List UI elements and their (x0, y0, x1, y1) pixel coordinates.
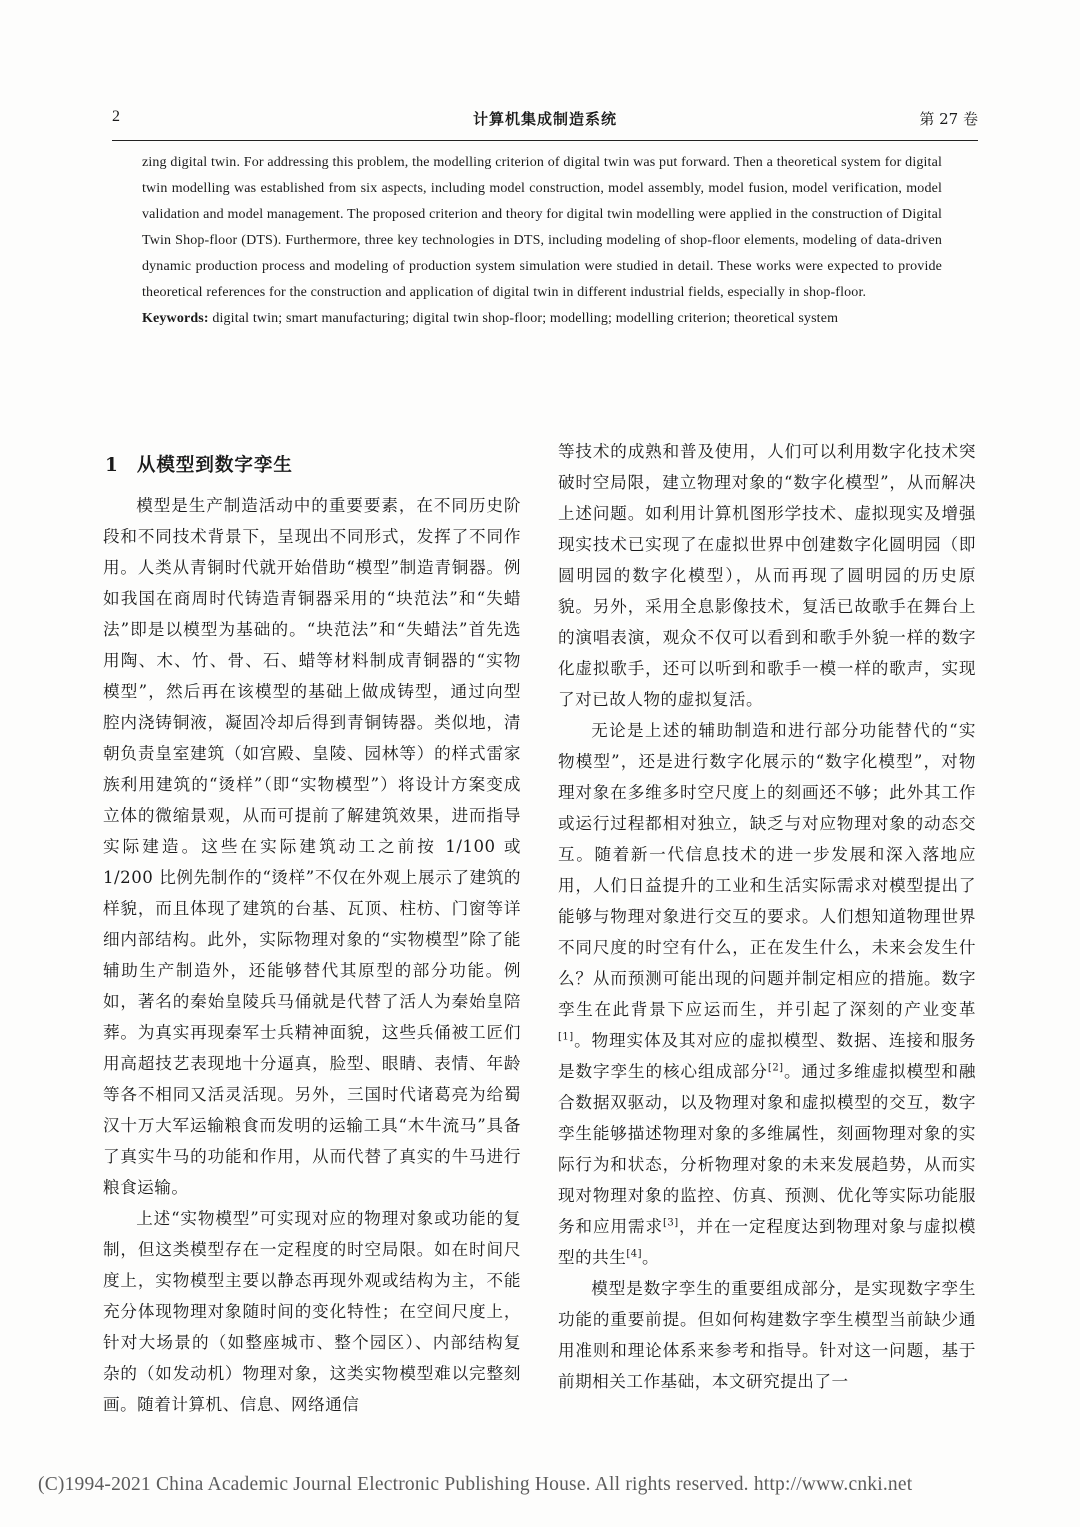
paragraph: 上述“实物模型”可实现对应的物理对象或功能的复制，但这类模型存在一定程度的时空局限。如在时间尺度上，实物模型主要以静态再现外观或结构为主，不能充分体现物理对象随时间的变化特性；在空间尺度上，针对大场景的（如整座城市、整个园区）、内部结构复杂的（如发动机）物理对象，这类实物模型难以完整刻画。随着计算机、信息、网络通信 (103, 1209, 521, 1414)
section-number: 1 (105, 455, 119, 476)
running-header (112, 100, 978, 141)
citation-ref[interactable]: [3] (662, 1217, 679, 1229)
paragraph-text: 。通过多维虚拟模型和融合数据双驱动，以及物理对象和虚拟模型的交互，数字孪生能够描述物理对象的多维属性，刻画物理对象的实际行为和状态，分析物理对象的未来发展趋势，从而实现对物理对象的监控、仿真、预测、优化等实际功能服务和应用需求 (558, 1062, 977, 1236)
abstract-text: zing digital twin. For addressing this problem, the modelling criterion of digital twin was put forward. Then a theoretical system for digital twin modelling was established from six aspects, including model construction, model assembly, model fusion, model verification, model validation and model management. The proposed criterion and theory for digital twin modelling were applied in the construction of Digital Twin Shop-floor (DTS). Furthermore, three key technologies in DTS, including modeling of shop-floor elements, modeling of data-driven dynamic production process and modeling of production system simulation were studied in detail. These works were expected to provide theoretical references for the construction and application of digital twin in different industrial fields, especially in shop-floor. (142, 155, 942, 300)
paragraph: 等技术的成熟和普及使用，人们可以利用数字化技术突破时空局限，建立物理对象的“数字化模型”，从而解决上述问题。如利用计算机图形学技术、虚拟现实及增强现实技术已实现了在虚拟世界中创建数字化圆明园（即圆明园的数字化模型），从而再现了圆明园的历史原貌。另外，采用全息影像技术，复活已故歌手在舞台上的演唱表演，观众不仅可以看到和歌手外貌一样的数字化虚拟歌手，还可以听到和歌手一模一样的歌声，实现了对已故人物的虚拟复活。 (558, 442, 976, 709)
paragraph-text: 。 (642, 1248, 660, 1267)
paragraph-text: ，并在一定程度达到物理对象与虚拟模型的共生 (558, 1217, 977, 1267)
paragraph (558, 715, 976, 1273)
paragraph: 模型是数字孪生的重要组成部分，是实现数字孪生功能的重要前提。但如何构建数字孪生模型当前缺少通用准则和理论体系来参考和指导。针对这一问题，基于前期相关工作基础，本文研究提出了一 (558, 1279, 976, 1391)
volume-label: 第 27 卷 (919, 110, 978, 128)
english-abstract (142, 150, 942, 332)
page-number: 2 (112, 108, 120, 125)
paragraph: 模型是生产制造活动中的重要要素，在不同历史阶段和不同技术背景下，呈现出不同形式，发挥了不同作用。人类从青铜时代就开始借助“模型”制造青铜器。例如我国在商周时代铸造青铜器采用的“块范法”和“失蜡法”即是以模型为基础的。“块范法”和“失蜡法”首先选用陶、木、竹、骨、石、蜡等材料制成青铜器的“实物模型”，然后再在该模型的基础上做成铸型，通过向型腔内浇铸铜液，凝固冷却后得到青铜铸器。类似地，清朝负责皇室建筑（如宫殿、皇陵、园林等）的样式雷家族利用建筑的“烫样”（即“实物模型”）将设计方案变成立体的微缩景观，从而可提前了解建筑效果，进而指导实际建造。这些在实际建筑动工之前按 1/100 或 1/200 比例先制作的“烫样”不仅在外观上展示了建筑的样貌，而且体现了建筑的台基、瓦顶、柱枋、门窗等详细内部结构。此外，实际物理对象的“实物模型”除了能辅助生产制造外，还能够替代其原型的部分功能。例如，著名的秦始皇陵兵马俑就是代替了活人为秦始皇陪葬。为真实再现秦军士兵精神面貌，这些兵俑被工匠们用高超技艺表现地十分逼真，脸型、眼睛、表情、年龄等各不相同又活灵活现。另外，三国时代诸葛亮为给蜀汉十万大军运输粮食而发明的运输工具“木牛流马”具备了真实牛马的功能和作用，从而代替了真实的牛马进行粮食运输。 (103, 496, 521, 1197)
paragraph-text: 。物理实体及其对应的虚拟模型、数据、连接和服务是数字孪生的核心组成部分 (558, 1031, 976, 1081)
section-title: 从模型到数字孪生 (136, 455, 293, 476)
citation-ref[interactable]: [4] (626, 1248, 643, 1260)
section-heading (103, 450, 521, 482)
keywords-line (142, 306, 942, 332)
keywords-label: Keywords: (142, 311, 209, 326)
left-column (103, 450, 521, 1420)
citation-ref[interactable]: [2] (767, 1062, 784, 1074)
citation-ref[interactable]: [1] (558, 1031, 574, 1043)
journal-title: 计算机集成制造系统 (472, 110, 617, 128)
keywords-text: digital twin; smart manufacturing; digital twin shop-floor; modelling; modelling criterion; theoretical system (212, 311, 839, 326)
paragraph-text: 无论是上述的辅助制造和进行部分功能替代的“实物模型”，还是进行数字化展示的“数字化模型”，对物理对象在多维多时空尺度上的刻画还不够；此外其工作或运行过程都相对独立，缺乏与对应物理对象的动态交互。随着新一代信息技术的进一步发展和深入落地应用，人们日益提升的工业和生活实际需求对模型提出了能够与物理对象进行交互的要求。人们想知道物理世界不同尺度的时空有什么，正在发生什么，未来会发生什么？从而预测可能出现的问题并制定相应的措施。数字孪生在此背景下应运而生，并引起了深刻的产业变革 (558, 721, 976, 1019)
copyright-footer: (C)1994-2021 China Academic Journal Electronic Publishing House. All rights reserved. http://www.cnki.net (38, 1474, 913, 1495)
right-column (558, 436, 976, 1397)
